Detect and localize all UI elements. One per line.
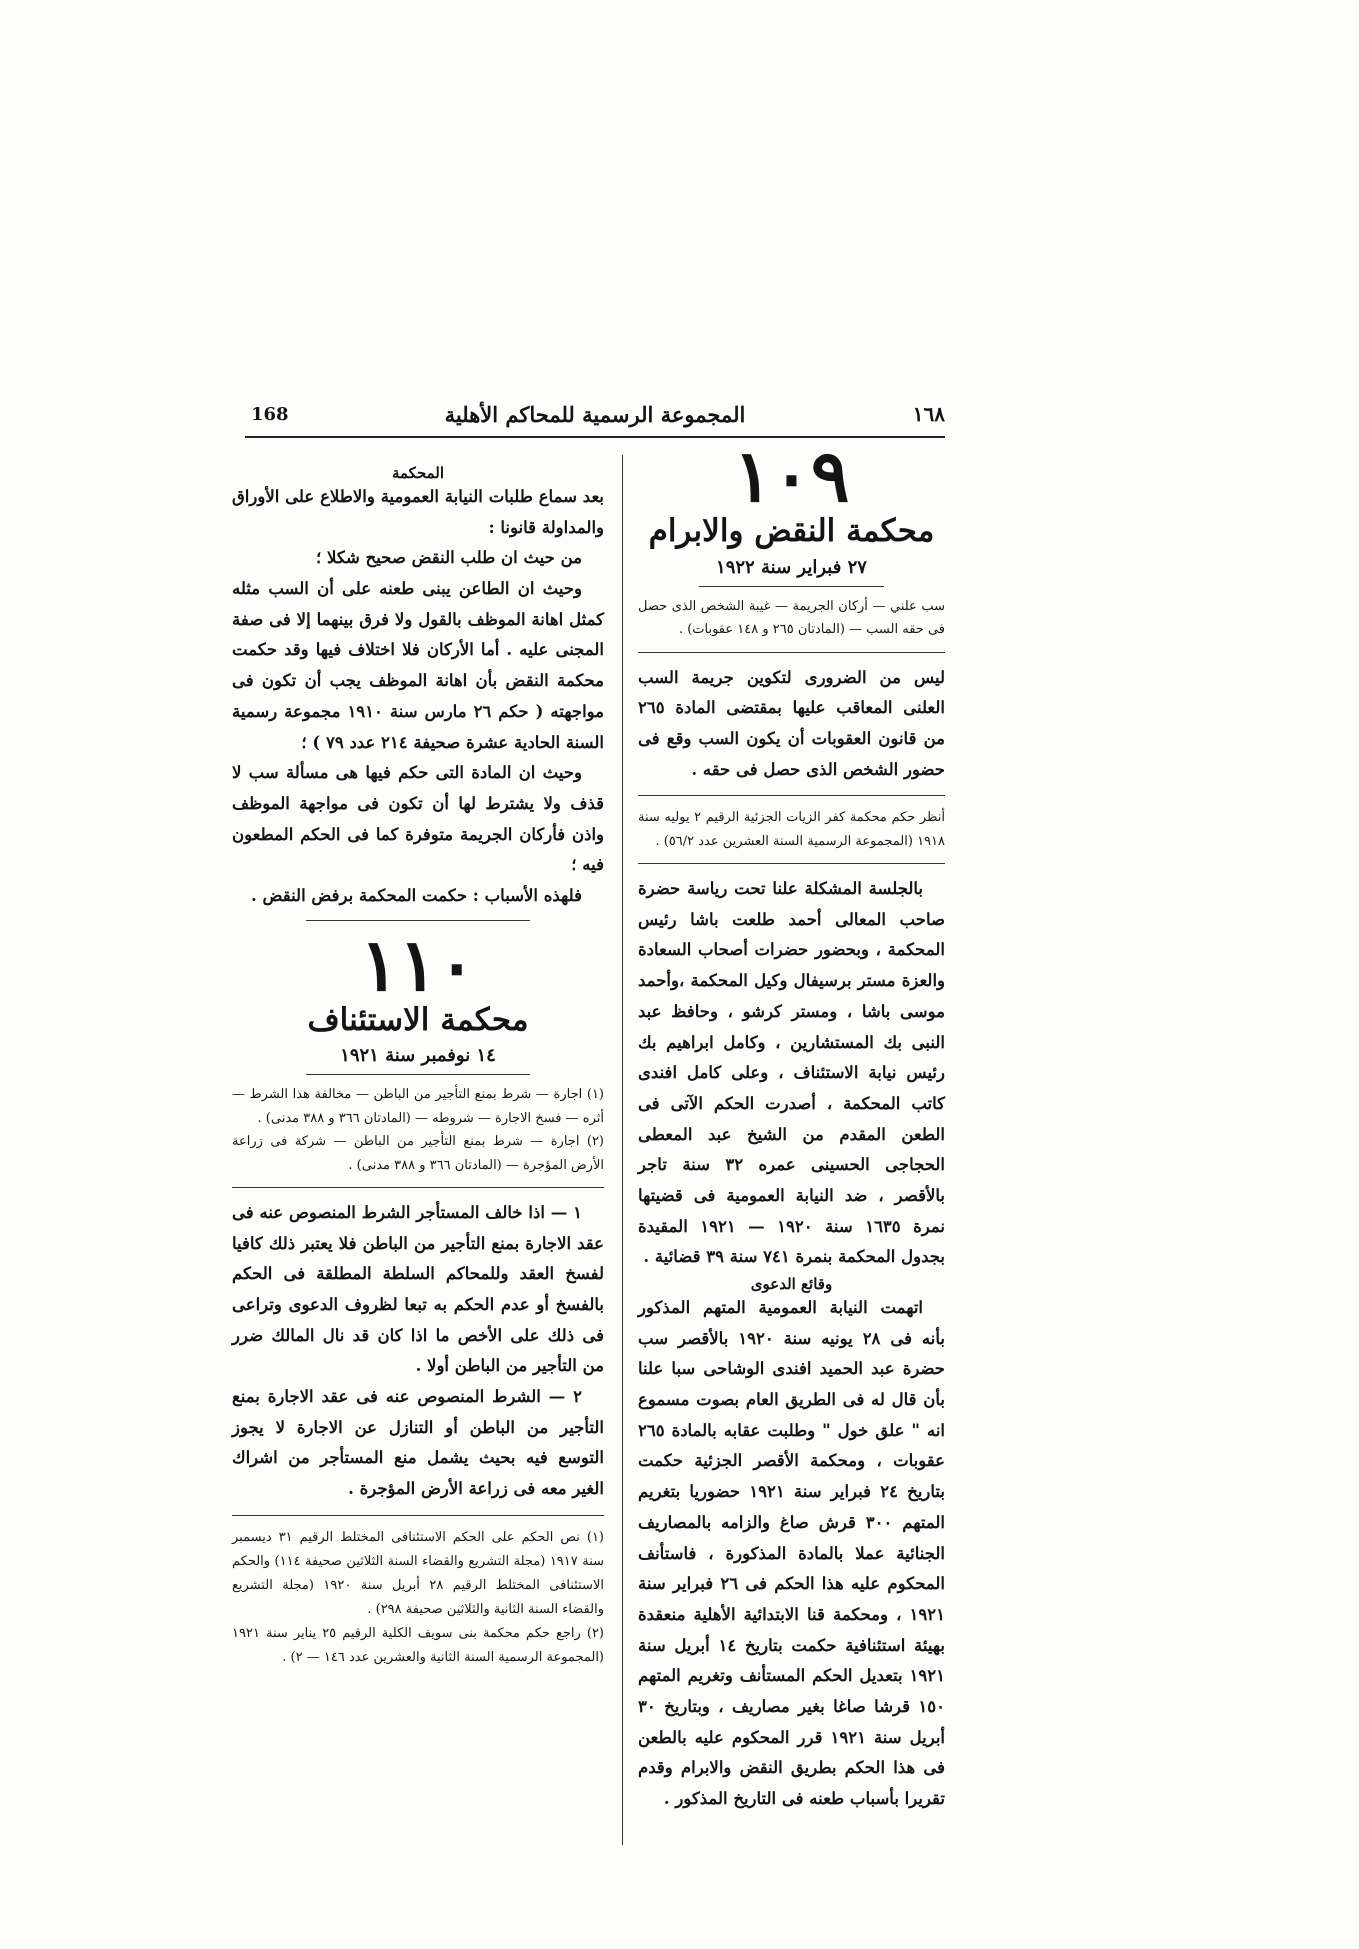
case-110-number: ١١٠: [359, 921, 476, 1007]
separator: [306, 1074, 529, 1075]
case-109-reference: [638, 806, 945, 853]
judgment-body: [232, 482, 604, 912]
judgment-heading: المحكمة: [391, 464, 445, 482]
judgment-paragraph: بعد سماع طلبات النيابة العمومية والاطلاع على الأوراق والمداولة قانونا :: [232, 487, 604, 537]
case-109-number: ١٠٩: [733, 433, 850, 518]
case-110-principles: [232, 1198, 604, 1505]
case-109-reference-text: أنظر حكم محكمة كفر الزيات الجزئية الرقيم ٢ يوليه سنة ١٩١٨ (المجموعة الرسمية السنة العشرين عدد ٥٦/٢) .: [638, 810, 945, 849]
footnote-1: (١) نص الحكم على الحكم الاستئنافى المختلط الرقيم ٣١ ديسمبر سنة ١٩١٧ (مجلة التشريع والقضاء السنة الثلاثين صحيفة ١١٤) والحكم الاستئنافى المختلط الرقيم ٢٨ أبريل سنة ١٩٢٠ (مجلة التشريع والقضاء السنة الثانية والثلاثين صحيفة ٢٩٨) .: [232, 1529, 605, 1617]
case-109-principle: [638, 663, 945, 786]
separator: [638, 863, 945, 864]
case-110-court: محكمة الاستئناف: [307, 1001, 529, 1038]
separator: [232, 1187, 604, 1188]
separator: [306, 920, 529, 921]
judgment-paragraph: وحيث ان المادة التى حكم فيها هى مسألة سب لا قذف ولا يشترط لها أن تكون فى مواجهة الموظف واذن فأركان الجريمة متوفرة كما فى الحكم المطعون فيه ؛: [232, 763, 604, 875]
case-110-summary-1: (١) اجارة — شرط بمنع التأجير من الباطن — مخالفة هذا الشرط — أثره — فسخ الاجارة — شروطه — (المادتان ٣٦٦ و ٣٨٨ مدنى) .: [232, 1087, 604, 1126]
footnotes: [232, 1526, 604, 1670]
case-109-summary: [638, 595, 945, 642]
case-110-principle-2: ٢ — الشرط المنصوص عنه فى عقد الاجارة بمنع التأجير من الباطن أو التنازل عن الاجارة لا يجوز التوسع فيه بحيث يشمل منع المستأجر من اشراك الغير معه فى زراعة الأرض المؤجرة .: [232, 1387, 604, 1499]
footnote-2: (٢) راجع حكم محكمة بنى سويف الكلية الرقيم ٢٥ يناير سنة ١٩٢١ (المجموعة الرسمية السنة الثانية والعشرين عدد ١٤٦ — ٢) .: [232, 1626, 604, 1666]
case-109-summary-text: سب علني — أركان الجريمة — غيبة الشخص الذى حصل فى حقه السب — (المادتان ٢٦٥ و ١٤٨ عقوبات) .: [638, 598, 945, 638]
case-109-facts-text: اتهمت النيابة العمومية المتهم المذكور بأنه فى ٢٨ يونيه سنة ١٩٢٠ بالأقصر سب حضرة عبد الحميد افندى الوشاحى سبا علنا بأن قال له فى الطريق العام بصوت مسموع انه " علق خول " وطلبت عقابه بالمادة ٢٦٥ عقوبات ، ومحكمة الأقصر الجزئية حكمت بتاريخ ٢٤ فبراير سنة ١٩٢١ حضوريا بتغريم المتهم ٣٠٠ قرش صاغ والزامه بالمصاريف الجنائية عملا بالمادة المذكورة ، فاستأنف المحكوم عليه هذا الحكم فى ٢٦ فبراير سنة ١٩٢١ ، ومحكمة قنا الابتدائية الأهلية منعقدة بهيئة استئنافية حكمت بتاريخ ١٤ أبريل سنة ١٩٢١ بتعديل الحكم المستأنف وتغريم المتهم ١٥٠ قرشا صاغا بغير مصاريف ، وبتاريخ ٣٠ أبريل سنة ١٩٢١ قرر المحكوم عليه بالطعن فى هذا الحكم بطريق النقض والابرام وقدم تقريرا بأسباب طعنه فى التاريخ المذكور .: [638, 1298, 946, 1808]
facts-heading: وقائع الدعوى: [750, 1275, 833, 1293]
case-109-session-text: بالجلسة المشكلة علنا تحت رياسة حضرة صاحب المعالى أحمد طلعت باشا رئيس المحكمة ، وبحضور حضرات أصحاب السعادة والعزة مستر برسيفال وكيل المحكمة ،وأحمد موسى باشا ، ومستر كرشو ، وحافظ عبد النبى بك المستشارين ، وكامل ابراهيم بك رئيس نيابة الاستئناف ، وعلى كامل افندى كاتب المحكمة ، أصدرت الحكم الآتى فى الطعن المقدم من الشيخ عبد المعطى الحجاجى الحسينى عمره ٣٢ سنة تاجر بالأقصر ، ضد النيابة العمومية فى قضيتها نمرة ١٦٣٥ سنة ١٩٢٠ — ١٩٢١ المقيدة بجدول المحكمة بنمرة ٧٤١ سنة ٣٩ قضائية .: [638, 879, 946, 1267]
right-column: [638, 433, 946, 1815]
case-109-court: محكمة النقض والابرام: [648, 513, 935, 549]
separator: [699, 586, 883, 587]
case-109-date: ٢٧ فبراير سنة ١٩٢٢: [716, 556, 867, 578]
case-109-session: [638, 874, 945, 1273]
column-divider: [622, 455, 623, 1845]
footnote-rule: [232, 1515, 604, 1516]
case-109-principle-text: ليس من الضرورى لتكوين جريمة السب العلنى المعاقب عليها بمقتضى المادة ٢٦٥ من قانون العقوبات أن يكون السب وقع فى حضور الشخص الذى حصل فى حقه .: [638, 667, 945, 779]
page-number-latin: 168: [251, 404, 289, 425]
case-110-summary: [232, 1083, 604, 1177]
judgment-paragraph: من حيث ان طلب النقض صحيح شكلا ؛: [316, 548, 582, 568]
case-110-summary-2: (٢) اجارة — شرط بمنع التأجير من الباطن — شركة فى زراعة الأرض المؤجرة — (المادتان ٣٦٦ و ٣٨٨ مدنى) .: [232, 1134, 604, 1173]
page-number-arabic: ١٦٨: [912, 402, 945, 426]
left-column: [232, 462, 604, 1670]
running-title: المجموعة الرسمية للمحاكم الأهلية: [444, 402, 746, 427]
case-110-principle-1: ١ — اذا خالف المستأجر الشرط المنصوص عنه فى عقد الاجارة بمنع التأجير من الباطن فلا يعتبر ذلك كافيا لفسخ العقد وللمحاكم السلطة المطلقة فى الحكم بالفسخ أو عدم الحكم به تبعا لظروف الدعوى وتراعى فى ذلك على الأخص ما اذا كان قد نال المالك ضرر من التأجير من الباطن أولا .: [232, 1202, 604, 1376]
separator: [638, 795, 945, 796]
judgment-paragraph: وحيث ان الطاعن يبنى طعنه على أن السب مثله كمثل اهانة الموظف بالقول ولا فرق بينهما إلا فى صفة المجنى عليه . أما الأركان فلا اختلاف فيها وقد حكمت محكمة النقض بأن اهانة الموظف يجب أن تكون فى مواجهته ( حكم ٢٦ مارس سنة ١٩١٠ مجموعة رسمية السنة الحادية عشرة صحيفة ٢١٤ عدد ٧٩ ) ؛: [232, 579, 605, 752]
separator: [638, 652, 945, 653]
judgment-paragraph: فلهذه الأسباب : حكمت المحكمة برفض النقض .: [251, 885, 582, 905]
case-110-date: ١٤ نوفمبر سنة ١٩٢١: [340, 1045, 496, 1067]
case-109-facts: [638, 1293, 945, 1815]
